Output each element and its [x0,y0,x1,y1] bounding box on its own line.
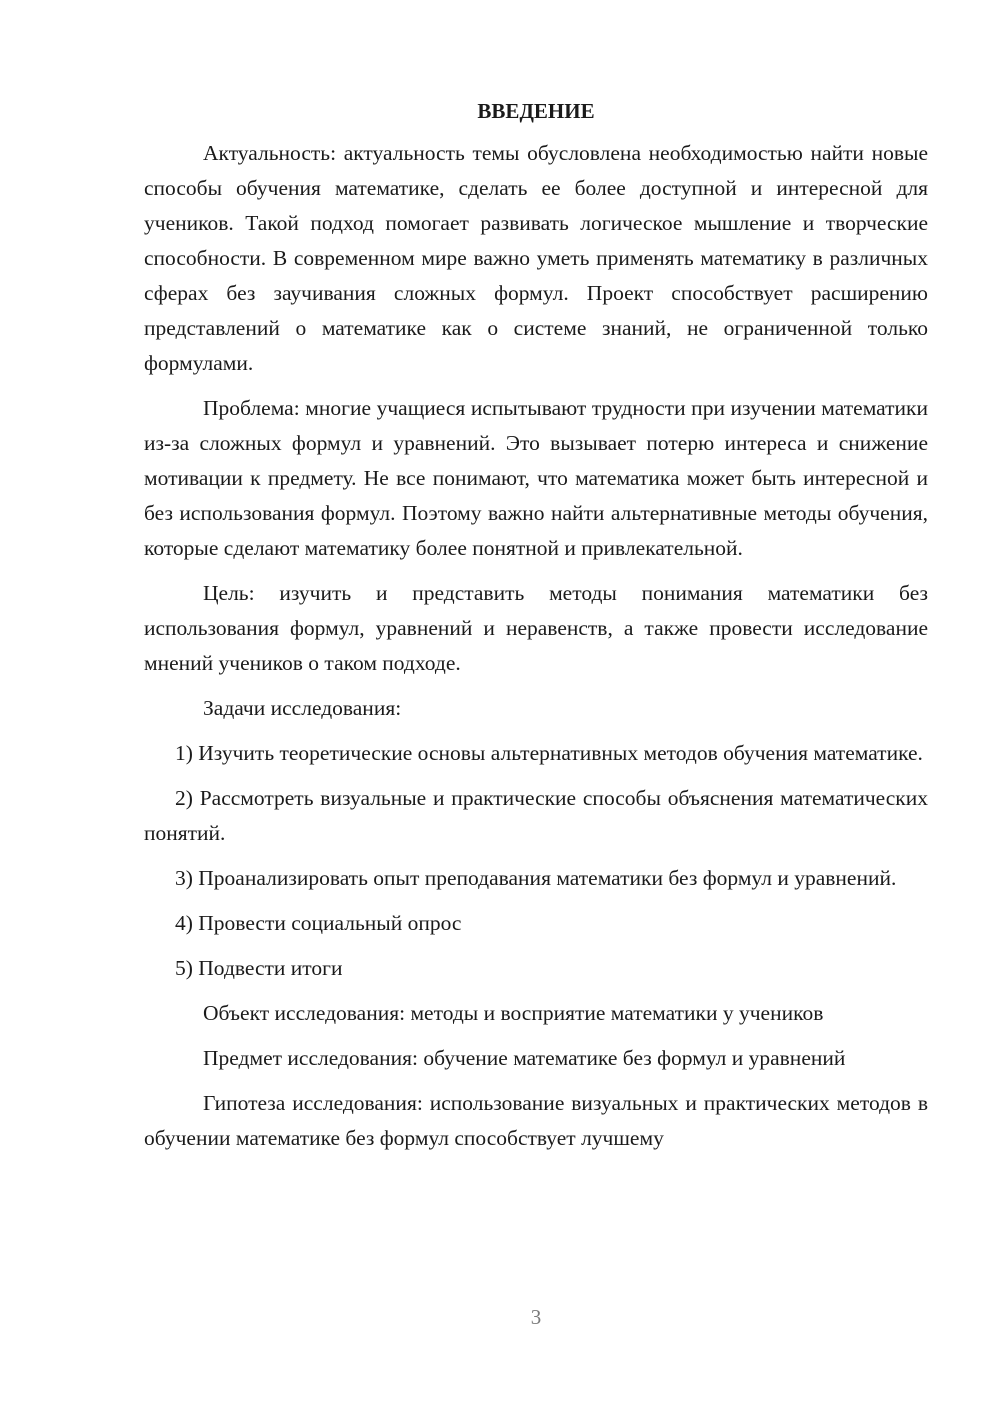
page-number: 3 [530,1305,542,1329]
paragraph-hypothesis: Гипотеза исследования: использование визуальных и практических методов в обучении математике без формул способствует лучшему [144,1091,928,1150]
paragraph-problem: Проблема: многие учащиеся испытывают трудности при изучении математики из-за сложных формул и уравнений. Это вызывает потерю интереса и снижение мотивации к предмету. Не все понимают, что математика может быть интересной и без использования формул. Поэтому важно найти альтернативные методы обучения, которые сделают математику более понятной и привлекательной. [144,396,928,560]
task-item-1: 1) Изучить теоретические основы альтернативных методов обучения математике. [175,741,923,765]
tasks-heading: Задачи исследования: [203,696,402,720]
paragraph-relevance: Актуальность: актуальность темы обусловлена необходимостью найти новые способы обучения математике, сделать ее более доступной и интересной для учеников. Такой подход помогает развивать логическое мышление и творческие способности. В современном мире важно уметь применять математику в различных сферах без заучивания сложных формул. Проект способствует расширению представлений о математике как о системе знаний, не ограниченной только формулами. [144,141,928,375]
document-page [144,92,928,1166]
paragraph-goal: Цель: изучить и представить методы понимания математики без использования формул, уравнений и неравенств, а также провести исследование мнений учеников о таком подходе. [144,581,928,675]
task-item-4: 4) Провести социальный опрос [175,911,462,935]
paragraph-subject: Предмет исследования: обучение математике без формул и уравнений [203,1046,846,1070]
task-item-5: 5) Подвести итоги [175,956,343,980]
task-item-2: 2) Рассмотреть визуальные и практические способы объяснения математических понятий. [144,786,928,845]
paragraph-object: Объект исследования: методы и восприятие математики у учеников [203,1001,824,1025]
page-title: ВВЕДЕНИЕ [477,99,595,123]
task-item-3: 3) Проанализировать опыт преподавания математики без формул и уравнений. [175,866,897,890]
